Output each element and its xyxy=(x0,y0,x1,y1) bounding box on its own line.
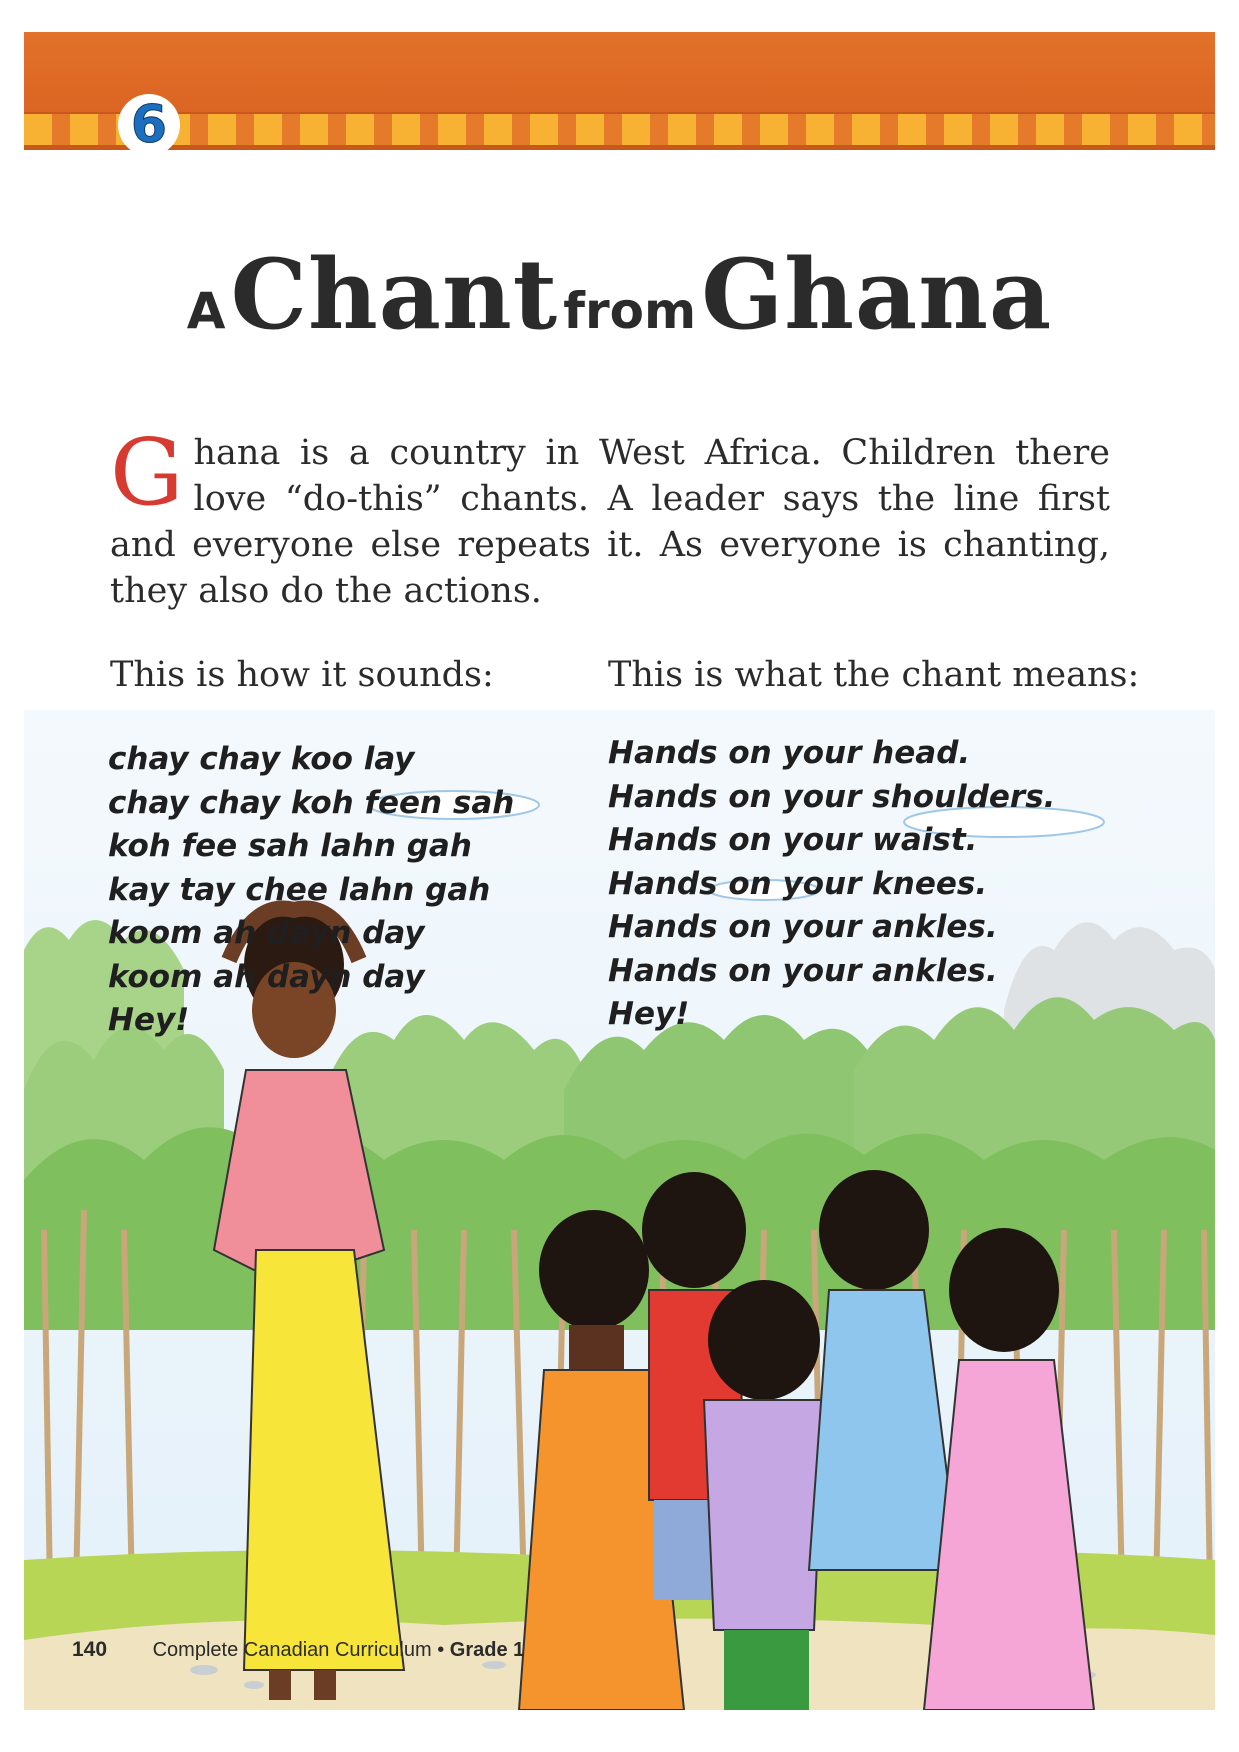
sound-line: kay tay chee lahn gah xyxy=(108,871,491,908)
sound-line: chay chay koo lay xyxy=(108,741,415,777)
intro-text: hana is a country in West Africa. Children there love “do-this” chants. A leader says the line first and everyone else repeats it. As everyone is chanting, they also do the actions. xyxy=(110,433,1110,611)
meaning-line: Hey! xyxy=(608,996,690,1032)
meaning-line: Hands on your ankles. xyxy=(608,909,998,945)
meaning-heading: This is what the chant means: xyxy=(608,655,1140,695)
meaning-list xyxy=(608,732,1055,1037)
title-word-chant: Chant xyxy=(230,238,559,351)
sound-line: chay chay koh feen sah xyxy=(108,784,515,821)
grade-label: Grade 1 xyxy=(449,1639,525,1661)
meaning-line: Hands on your shoulders. xyxy=(608,778,1056,815)
title-word-from: from xyxy=(563,282,697,340)
title-word-ghana: Ghana xyxy=(701,238,1053,351)
unit-number-badge: 6 xyxy=(118,94,180,156)
footer-separator: • xyxy=(437,1639,445,1661)
sound-line: koom ah dayn day xyxy=(108,958,425,995)
drop-cap: G xyxy=(110,419,184,526)
page-number: 140 xyxy=(72,1638,108,1661)
title-word-a: A xyxy=(186,282,226,340)
header-stripe xyxy=(24,112,1215,150)
sounds-heading: This is how it sounds: xyxy=(110,655,494,695)
sound-line: koh fee sah lahn gah xyxy=(108,828,472,864)
page-title xyxy=(0,238,1239,351)
book-title: Complete Canadian Curriculum xyxy=(152,1639,432,1661)
header-band xyxy=(24,32,1215,112)
meaning-line: Hands on your waist. xyxy=(608,822,978,858)
sound-line: Hey! xyxy=(108,1002,190,1038)
page-footer xyxy=(72,1638,524,1662)
sound-line: koom ah dayn day xyxy=(108,915,425,951)
intro-paragraph xyxy=(110,419,1110,614)
meaning-line: Hands on your head. xyxy=(608,735,971,771)
sounds-list xyxy=(108,738,514,1043)
meaning-line: Hands on your ankles. xyxy=(608,952,998,989)
meaning-line: Hands on your knees. xyxy=(608,865,988,902)
